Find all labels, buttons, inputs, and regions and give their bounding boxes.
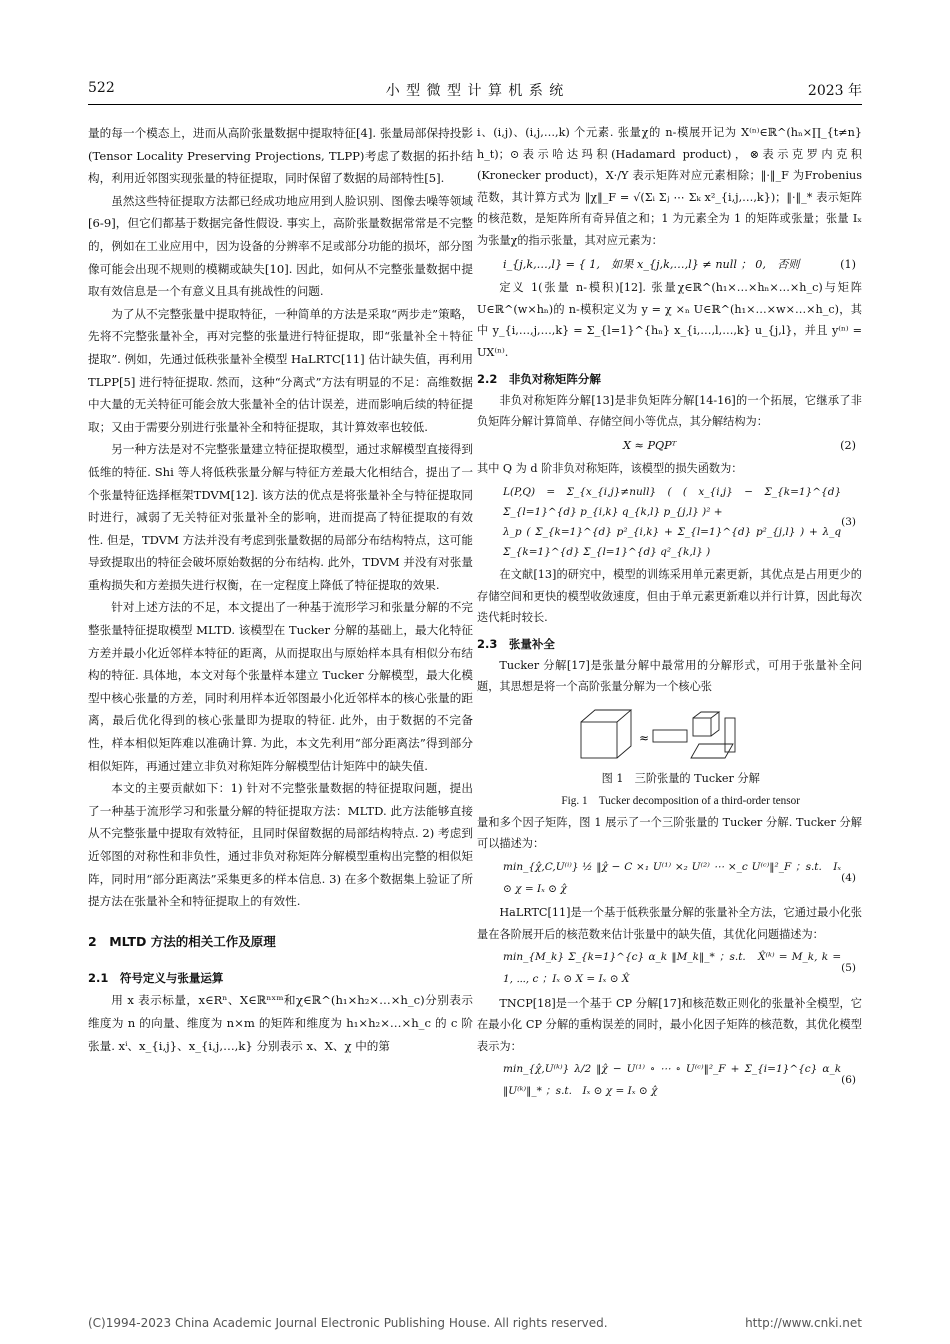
factor-matrix-3 <box>691 744 733 758</box>
core-tensor <box>693 718 711 736</box>
equation-number: (4) <box>841 871 856 884</box>
equation-body: X ≈ PQPᵀ <box>623 438 677 452</box>
equation-body: min_{M_k} Σ_{k=1}^{c} α_k ‖M_k‖_* ；s.t. X̂⁽ᵏ⁾ = M_k, k = 1, ⋯, c ；Iₓ ⊙ X = Iₓ ⊙ X̂ <box>503 951 842 986</box>
footer <box>88 1316 862 1330</box>
definition: 定义 1(张量 n-模积)[12]. 张量χ∈ℝ^(h₁×…×hₙ×…×h_c)与矩阵U∈ℝ^(w×hₙ)的 n-模积定义为 y = χ ×ₙ U∈ℝ^(h₁×…×w×…×h_c)，其中 y_{i,…,j,…,k} = Σ_{l=1}^{hₙ} x_{i,…,l,…,k} u_{j,l}，并且 y⁽ⁿ⁾ = UX⁽ⁿ⁾. <box>477 281 862 359</box>
equation-2 <box>477 435 862 457</box>
paragraph: 另一种方法是对不完整张量建立特征提取模型，通过求解模型直接得到低维的特征. Shi 等人将低秩张量分解与特征方差最大化相结合，提出了一个张量特征选择框架TDVM[12]. 该方法的优点是将张量补全与特征提取同时进行，减弱了无关特征对张量补全的影响，进而提高了特征提取的有效性. 但是，TDVM 方法并没有考虑到张量数据的局部分布结构特点，这可能导致提取出的特征会破坏原始数据的分布结构. 此外，TDVM 并没有对张量重构损失和方差损失进行权衡，在一定程度上降低了特征提取的效果. <box>88 442 473 592</box>
equation-6 <box>477 1059 862 1102</box>
figure-caption-cn: 图 1 三阶张量的 Tucker 分解 <box>601 771 760 785</box>
equation-body: i_{j,k,…,l} = { 1, 如果 x_{j,k,…,l} ≠ null ； 0, 否则 <box>503 257 800 271</box>
equation-number: (6) <box>841 1074 856 1087</box>
paragraph: Tucker 分解[17]是张量分解中最常用的分解形式，可用于张量补全问题，其思想是将一个高阶张量分解为一个核心张 <box>477 658 862 694</box>
header-rule <box>88 104 862 105</box>
core-top <box>693 712 719 718</box>
paragraph: 量的每一个模态上，进而从高阶张量数据中提取特征[4]. 张量局部保持投影(Tensor Locality Preserving Projections, TLPP)考虑了数据的拓扑结构，利用近邻图实现张量的特征提取，同时保留了数据的局部特性[5]. <box>88 126 473 186</box>
equation-number: (2) <box>840 438 856 452</box>
paragraph: 非负对称矩阵分解[13]是非负矩阵分解[14-16]的一个拓展，它继承了非负矩阵分解计算简单、存储空间小等优点，其分解结构为： <box>477 393 862 429</box>
year: 2023 年 <box>807 83 862 99</box>
section-heading: 2 MLTD 方法的相关工作及原理 <box>88 933 276 949</box>
paragraph: 量和多个因子矩阵，图 1 展示了一个三阶张量的 Tucker 分解. Tucker 分解可以描述为： <box>477 815 862 851</box>
equation-line: L(P,Q) = Σ_{x_{i,j}≠null} ( ( x_{i,j} − Σ_{k=1}^{d} Σ_{l=1}^{d} p_{i,k} q_{k,l} p_{j,l} )² + <box>503 485 842 518</box>
equation-number: (1) <box>840 257 856 271</box>
factor-matrix-2 <box>725 718 735 752</box>
equation-body: min_{χ̂,U⁽ᵏ⁾} λ/2 ‖χ̂ − U⁽¹⁾ ∘ ⋯ ∘ U⁽ᶜ⁾‖²_F + Σ_{i=1}^{c} α_k ‖U⁽ᵏ⁾‖_* ；s.t. Iₓ ⊙ χ = Iₓ ⊙ χ̂ <box>503 1063 842 1097</box>
equation-number: (3) <box>841 515 856 528</box>
figure-caption-en: Fig. 1 Tucker decomposition of a third-order tensor <box>561 794 800 807</box>
figure-1 <box>477 704 862 768</box>
paragraph: 针对上述方法的不足，本文提出了一种基于流形学习和张量分解的不完整张量特征提取模型 MLTD. 该模型在 Tucker 分解的基础上，最大化特征方差并最小化近邻样本特征的距离，从而提取出与原始样本具有相似分布结构的特征. 具体地，本文对每个张量样本建立 Tucker 分解模型，最大化模型中核心张量的方差，同时利用样本近邻图最小化近邻样本的核心张量的距离，最后优化得到的核心张量即为提取的特征. 此外，由于数据的不完备性，样本相似矩阵难以准确计算. 为此，本文先利用“部分距离法”得到部分相似矩阵，再通过建立非负对称矩阵分解模型估计矩阵中的缺失值. <box>88 600 473 773</box>
page-number: 522 <box>88 80 115 96</box>
equation-body <box>503 482 841 562</box>
tensor-cube-side <box>617 710 631 758</box>
equation-body: min_{χ̂,C,U⁽ⁱ⁾} ½ ‖χ̂ − C ×₁ U⁽¹⁾ ×₂ U⁽²⁾ ⋯ ×_c U⁽ᶜ⁾‖²_F ；s.t. Iₓ ⊙ χ = Iₓ ⊙ χ̂ <box>503 861 842 895</box>
paragraph: 虽然这些特征提取方法都已经成功地应用到人脸识别、图像去噪等领域[6-9]，但它们都基于数据完备性假设. 事实上，高阶张量数据常常是不完整的，例如在工业应用中，因为设备的分辨率不足或部分功能的损坏，部分图像可能会出现不规则的模糊或缺失[10]. 因此，如何从不完整张量数据中提取有效信息是一个有意义且具有挑战性的问题. <box>88 193 473 299</box>
paragraph: 为了从不完整张量中提取特征，一种简单的方法是采取“两步走”策略，先将不完整张量补全，再对完整的张量进行特征提取，即“张量补全＋特征提取”. 例如，先通过低秩张量补全模型 HaLRTC[11] 估计缺失值，再利用 TLPP[5] 进行特征提取. 然而，这种“分离式”方法有明显的不足：高维数据中大量的无关特征可能会放大张量补全的估计误差，进而影响后续的特征提取；又由于需要分别进行张量补全和特征提取，其计算效率也较低. <box>88 306 473 434</box>
subsection-heading: 2.3 张量补全 <box>477 636 555 651</box>
equation-4 <box>477 857 862 900</box>
equation-3 <box>477 482 862 562</box>
paragraph: 用 x 表示标量，x∈Rⁿ、X∈ℝⁿˣᵐ和χ∈ℝ^(h₁×h₂×…×h_c)分别表示维度为 n 的向量、维度为 n×m 的矩阵和维度为 h₁×h₂×…×h_c 的 c 阶张量. xⁱ、x_{i,j}、x_{i,j,…,k} 分别表示 x、X、χ 中的第 <box>88 993 473 1053</box>
journal-title: 小 型 微 型 计 算 机 系 统 <box>385 83 565 99</box>
equation-line: λ_p ( Σ_{k=1}^{d} p²_{i,k} + Σ_{l=1}^{d} p²_{j,l} ) + λ_q Σ_{k=1}^{d} Σ_{l=1}^{d} q²_{k,l} ) <box>503 525 842 558</box>
footer-url[interactable]: http://www.cnki.net <box>745 1316 862 1330</box>
copyright-notice: (C)1994-2023 China Academic Journal Electronic Publishing House. All rights reserved. <box>88 1316 608 1330</box>
paragraph: 在文献[13]的研究中，模型的训练采用单元素更新，其优点是占用更少的存储空间和更快的模型收敛速度，但由于单元素更新难以并行计算，因此每次迭代耗时较长. <box>477 567 862 625</box>
paragraph: 本文的主要贡献如下：1) 针对不完整张量数据的特征提取问题，提出了一种基于流形学习和张量分解的特征提取方法：MLTD. 此方法能够直接从不完整张量中提取有效特征，且同时保留数据的局部结构特点. 2) 考虑到近邻图的对称性和非负性，通过非负对称矩阵分解模型重构出完整的相似矩阵，同时用“部分距离法”采集更多的样本信息. 3) 在多个数据集上验证了所提方法在张量补全和特征提取上的有效性. <box>88 781 473 909</box>
paragraph: 其中 Q 为 d 阶非负对称矩阵，该模型的损失函数为： <box>477 462 743 476</box>
equation-number: (5) <box>841 962 856 975</box>
right-column <box>477 122 862 1105</box>
subsection-heading: 2.2 非负对称矩阵分解 <box>477 371 601 386</box>
tensor-cube-front <box>581 722 617 758</box>
equation-5 <box>477 947 862 990</box>
core-side <box>711 712 719 736</box>
paragraph: i、(i,j)、(i,j,…,k) 个元素. 张量χ的 n-模展开记为 X⁽ⁿ⁾∈ℝ^(hₙ×∏_{t≠n} h_t)；⊙表示哈达玛积(Hadamard product)，⊗表示克罗内克积(Kronecker product)，X·/Y 表示矩阵对应元素相除；‖·‖_F 为Frobenius 范数，其计算方式为 ‖χ‖_F = √(Σᵢ Σⱼ ⋯ Σₖ x²_{i,j,…,k})；‖·‖_* 表示矩阵的核范数，是矩阵所有奇异值之和；1 为元素全为 1 的矩阵或张量；张量 Iₓ 为张量χ的指示张量，其对应元素为： <box>477 126 862 247</box>
paragraph: TNCP[18]是一个基于 CP 分解[17]和核范数正则化的张量补全模型，它在最小化 CP 分解的重构误差的同时，最小化因子矩阵的核范数，其优化模型表示为： <box>477 996 862 1053</box>
approx-symbol: ≈ <box>638 730 649 745</box>
factor-matrix-1 <box>653 730 687 742</box>
tensor-cube-top <box>581 710 631 722</box>
paragraph: HaLRTC[11]是一个基于低秩张量分解的张量补全方法，它通过最小化张量在各阶展开后的核范数来估计张量中的缺失值，其优化问题描述为： <box>477 906 862 941</box>
subsection-heading: 2.1 符号定义与张量运算 <box>88 971 224 986</box>
tucker-diagram <box>575 704 765 768</box>
left-column <box>88 122 473 1057</box>
equation-1 <box>477 254 862 276</box>
